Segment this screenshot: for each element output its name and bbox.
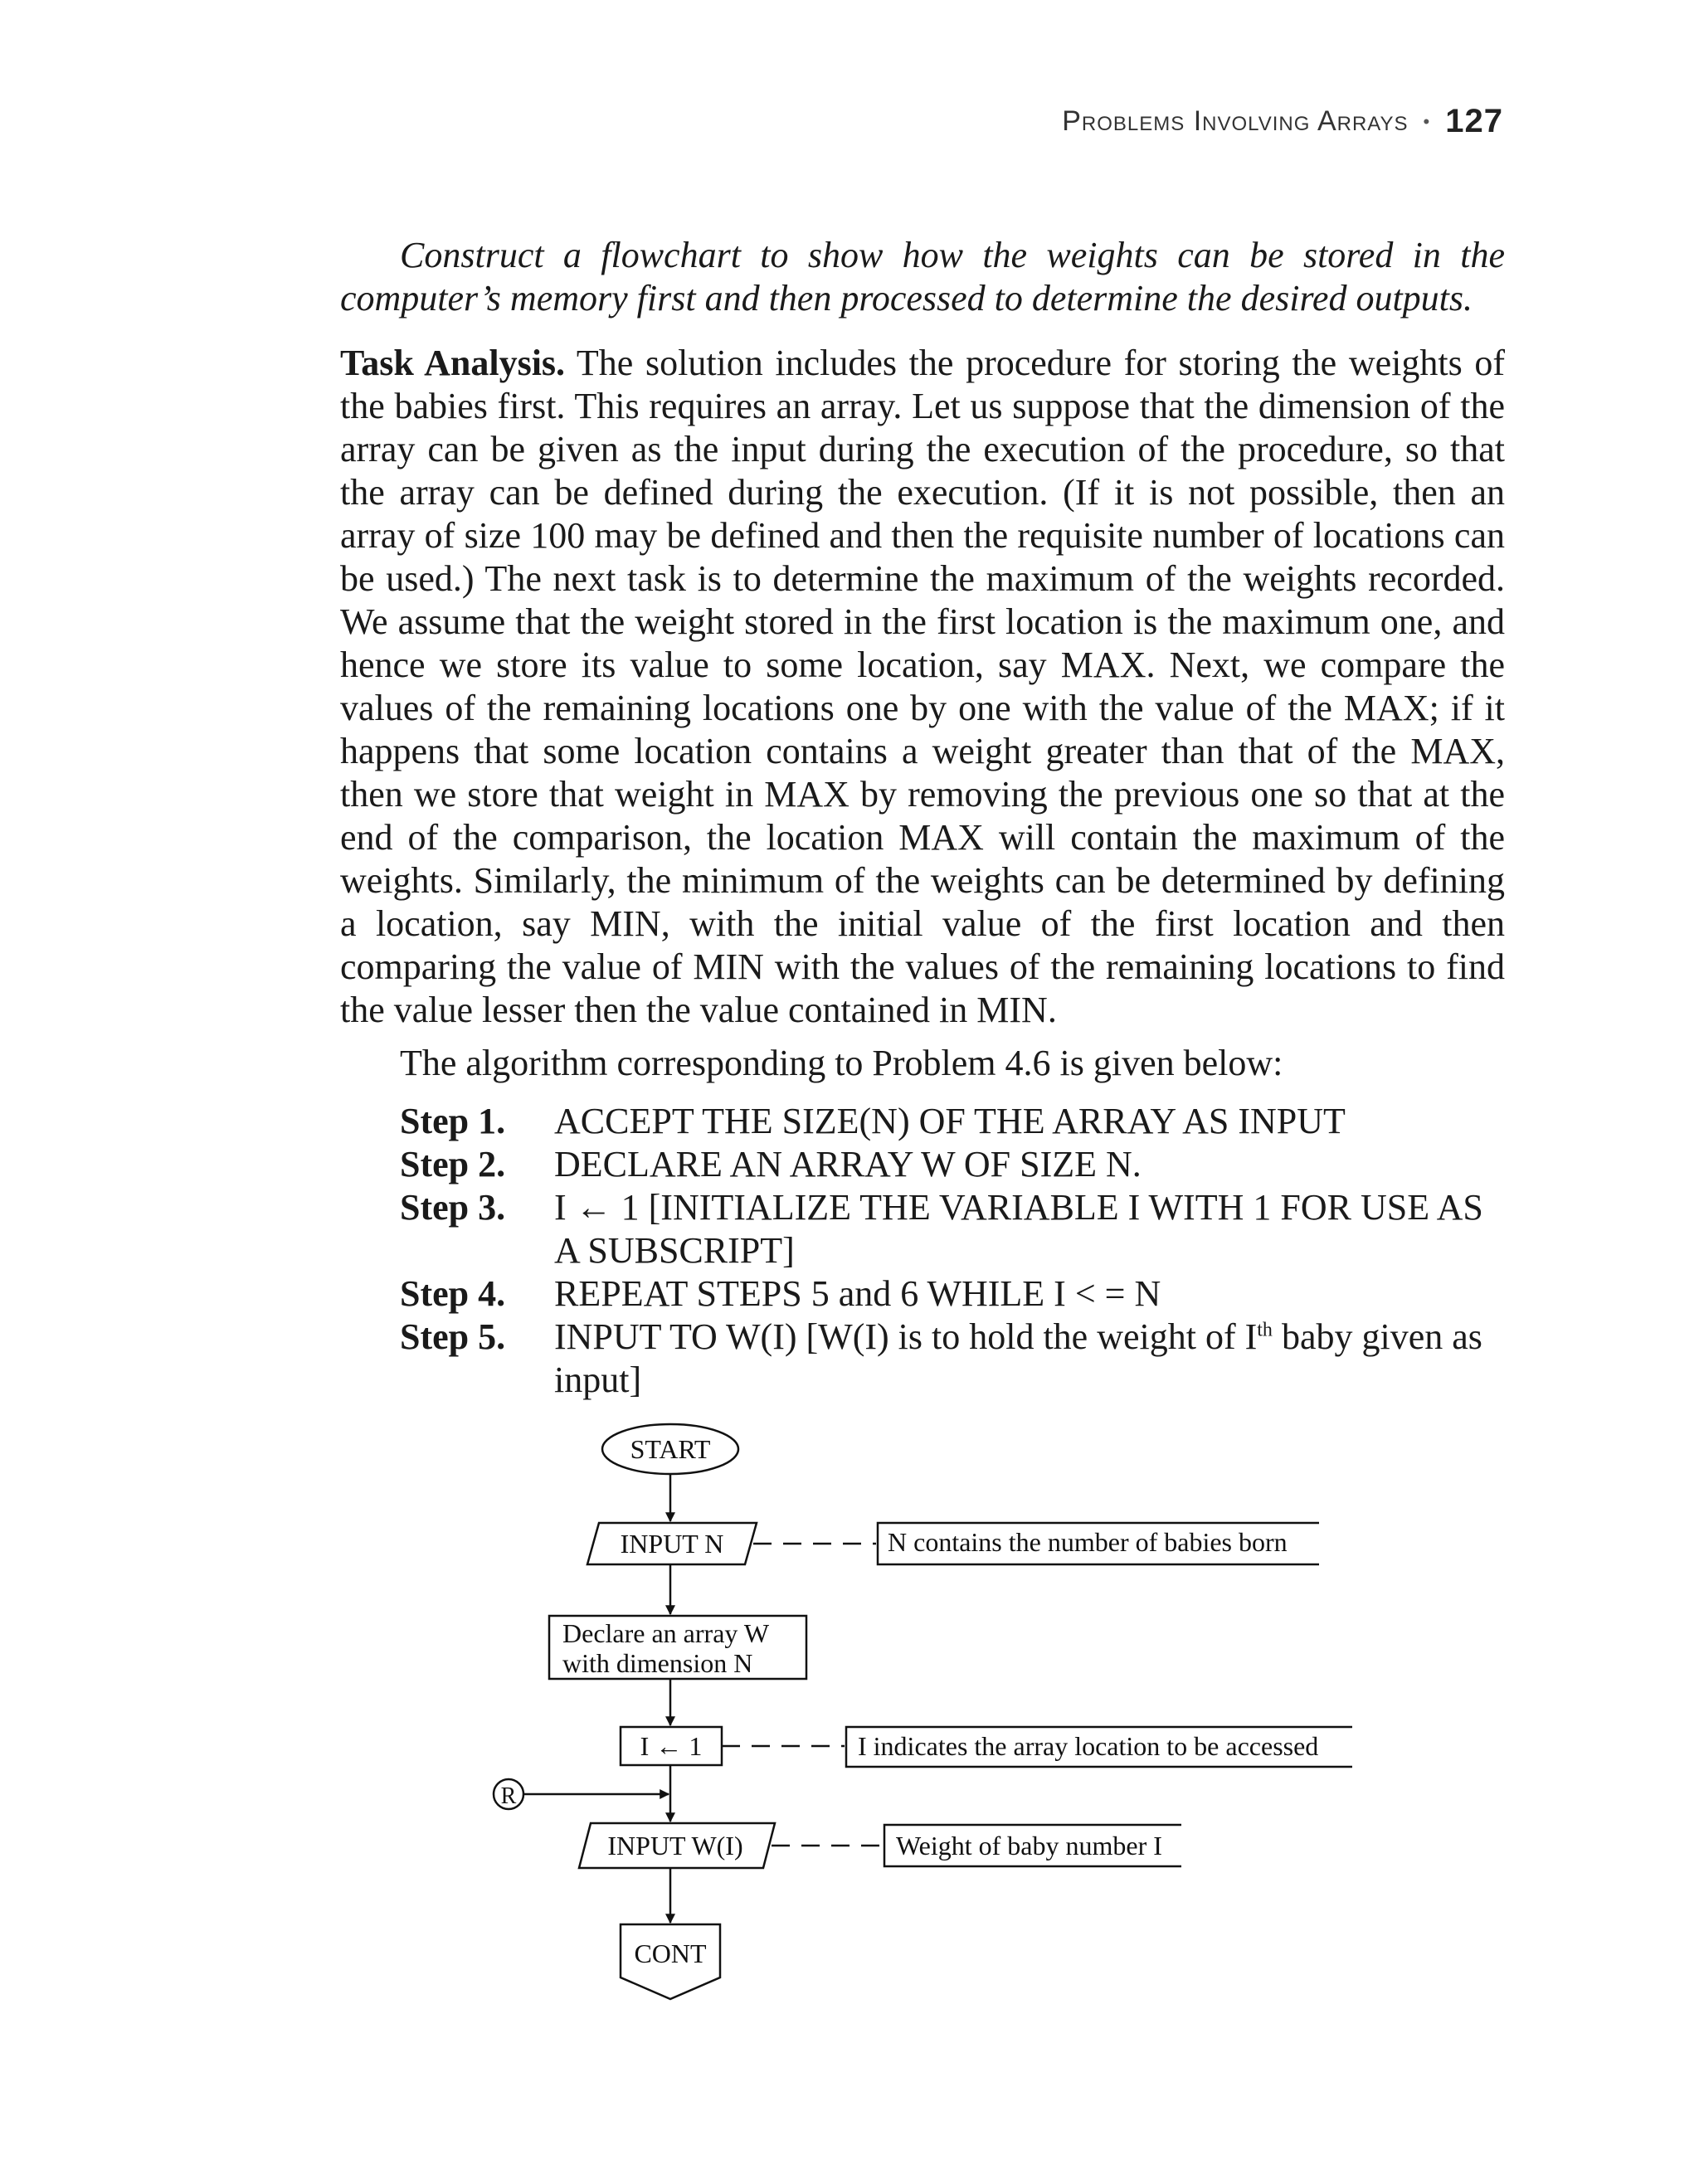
running-title: Problems Involving Arrays: [1062, 105, 1409, 137]
input-n-label: INPUT N: [620, 1529, 724, 1559]
input-w-label: INPUT W(I): [607, 1831, 743, 1861]
algorithm-steps: [400, 1100, 1505, 1402]
init-label: I ← 1: [640, 1731, 703, 1761]
step-text-part: baby given as input]: [554, 1316, 1482, 1400]
step-text: [554, 1316, 1505, 1402]
page-number: 127: [1445, 103, 1503, 139]
task-analysis-heading: Task Analysis.: [340, 343, 566, 383]
step-1: [400, 1100, 1505, 1143]
declare-label-line1: Declare an array W: [562, 1618, 770, 1648]
flowchart: [0, 1410, 1699, 2041]
algorithm-intro: The algorithm corresponding to Problem 4.6 is given below:: [400, 1043, 1283, 1083]
declare-label-line2: with dimension N: [562, 1648, 753, 1678]
step-label: Step 1.: [400, 1101, 506, 1141]
note-n: N contains the number of babies born: [888, 1527, 1288, 1557]
task-analysis-body: The solution includes the procedure for storing the weights of the babies first. This requires an array. Let us suppose that the dimension of the array can be given as the input during the execution of the procedure, so that the array can be defined during the execution. (If it is not possible, then an array of size 100 may be defined and then the requisite number of locations can be used.) The next task is to determine the maximum of the weights recorded. We assume that the weight stored in the first location is the maximum one, and hence we store its value to some location, say MAX. Next, we compare the values of the remaining locations one by one with the value of the MAX; if it happens that some location contains a weight greater than that of the MAX, then we store that weight in MAX by removing the previous one so that at the end of the comparison, the location MAX will contain the maximum of the weights. Similarly, the minimum of the weights can be determined by defining a location, say MIN, with the initial value of the first location and then comparing the value of MIN with the values of the remaining locations to find the value lesser then the value contained in MIN.: [340, 343, 1505, 1030]
step-3: [400, 1186, 1505, 1272]
step-superscript: th: [1257, 1319, 1273, 1341]
task-analysis-paragraph: [340, 342, 1505, 1032]
step-label: Step 3.: [400, 1187, 506, 1228]
step-text: ACCEPT THE SIZE(N) OF THE ARRAY AS INPUT: [554, 1101, 1346, 1141]
step-text: REPEAT STEPS 5 and 6 WHILE I < = N: [554, 1273, 1161, 1314]
start-label: START: [630, 1434, 711, 1464]
note-init: I indicates the array location to be accessed: [858, 1731, 1319, 1761]
step-text: I ← 1 [INITIALIZE THE VARIABLE I WITH 1 FOR USE AS A SUBSCRIPT]: [554, 1187, 1483, 1271]
header-separator: •: [1423, 110, 1431, 132]
step-text-part: INPUT TO W(I) [W(I) is to hold the weight of I: [554, 1316, 1258, 1357]
cont-label: CONT: [634, 1938, 707, 1968]
step-label: Step 5.: [400, 1316, 506, 1357]
step-text: DECLARE AN ARRAY W OF SIZE N.: [554, 1144, 1142, 1184]
step-4: [400, 1272, 1505, 1316]
step-5: [400, 1316, 1505, 1402]
running-header: [1062, 103, 1503, 140]
step-label: Step 4.: [400, 1273, 506, 1314]
step-label: Step 2.: [400, 1144, 506, 1184]
connector-r-label: R: [500, 1783, 517, 1809]
step-2: [400, 1143, 1505, 1186]
problem-statement: Construct a flowchart to show how the weights can be stored in the computer’s memory first and then processed to determine the desired outputs.: [340, 235, 1505, 319]
note-w: Weight of baby number I: [896, 1831, 1162, 1861]
